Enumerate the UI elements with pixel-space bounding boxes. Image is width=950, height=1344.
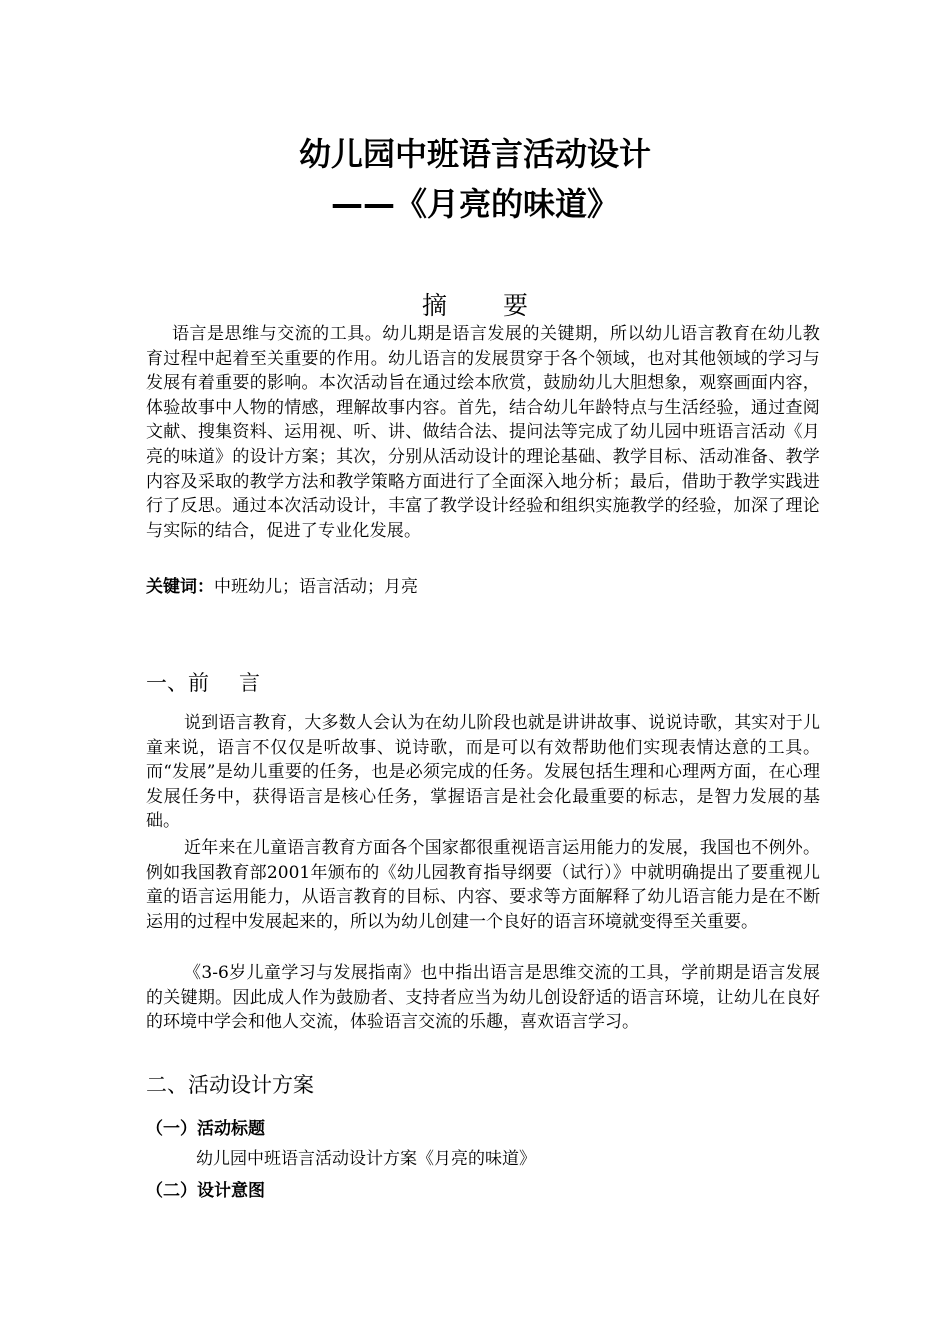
keywords-label: 关键词： [146,577,214,597]
activity-title-text: 幼儿园中班语言活动设计方案《月亮的味道》 [196,1149,536,1169]
section-heading-plan: 二、活动设计方案 [146,1073,314,1097]
section-name: 言 [239,671,260,695]
abstract-heading: 摘 要 [422,291,552,320]
subheading-design-intent: （二）设计意图 [146,1181,265,1201]
keywords-line [146,575,418,599]
document-title: 幼儿园中班语言活动设计 [298,135,651,173]
intro-paragraph-1: 说到语言教育，大多数人会认为在幼儿阶段也就是讲讲故事、说说诗歌，其实对于儿童来说，语言不仅仅是听故事、说诗歌，而是可以有效帮助他们实现表情达意的工具。而“发展”是幼儿重要的任务，也是必须完成的任务。发展包括生理和心理两方面，在心理发展任务中，获得语言是核心任务，掌握语言是社会化最重要的标志，是智力发展的基础。 [146,713,820,832]
section-heading-intro [146,673,260,694]
document-subtitle: ——《月亮的味道》 [330,185,619,223]
keywords-value: 中班幼儿；语言活动；月亮 [214,577,418,597]
abstract-text: 语言是思维与交流的工具。幼儿期是语言发展的关键期，所以幼儿语言教育在幼儿教育过程中起着至关重要的作用。幼儿语言的发展贯穿于各个领域，也对其他领域的学习与发展有着重要的影响。本次活动旨在通过绘本欣赏，鼓励幼儿大胆想象，观察画面内容，体验故事中人物的情感，理解故事内容。首先，结合幼儿年龄特点与生活经验，通过查阅文献、搜集资料、运用视、听、讲、做结合法、提问法等完成了幼儿园中班语言活动《月亮的味道》的设计方案；其次，分别从活动设计的理论基础、教学目标、活动准备、教学内容及采取的教学方法和教学策略方面进行了全面深入地分析；最后，借助于教学实践进行了反思。通过本次活动设计，丰富了教学设计经验和组织实施教学的经验，加深了理论与实际的结合，促进了专业化发展。 [146,324,820,541]
intro-paragraph-2: 近年来在儿童语言教育方面各个国家都很重视语言运用能力的发展，我国也不例外。例如我国教育部2001年颁布的《幼儿园教育指导纲要（试行）》中就明确提出了要重视儿童的语言运用能力，从语言教育的目标、内容、要求等方面解释了幼儿语言能力是在不断运用的过程中发展起来的，所以为幼儿创建一个良好的语言环境就变得至关重要。 [146,838,820,932]
section-number: 一、前 [146,671,209,695]
intro-paragraph-3: 《3-6岁儿童学习与发展指南》也中指出语言是思维交流的工具，学前期是语言发展的关键期。因此成人作为鼓励者、支持者应当为幼儿创设舒适的语言环境，让幼儿在良好的环境中学会和他人交流，体验语言交流的乐趣，喜欢语言学习。 [146,963,820,1033]
subheading-activity-title: （一）活动标题 [146,1119,265,1139]
